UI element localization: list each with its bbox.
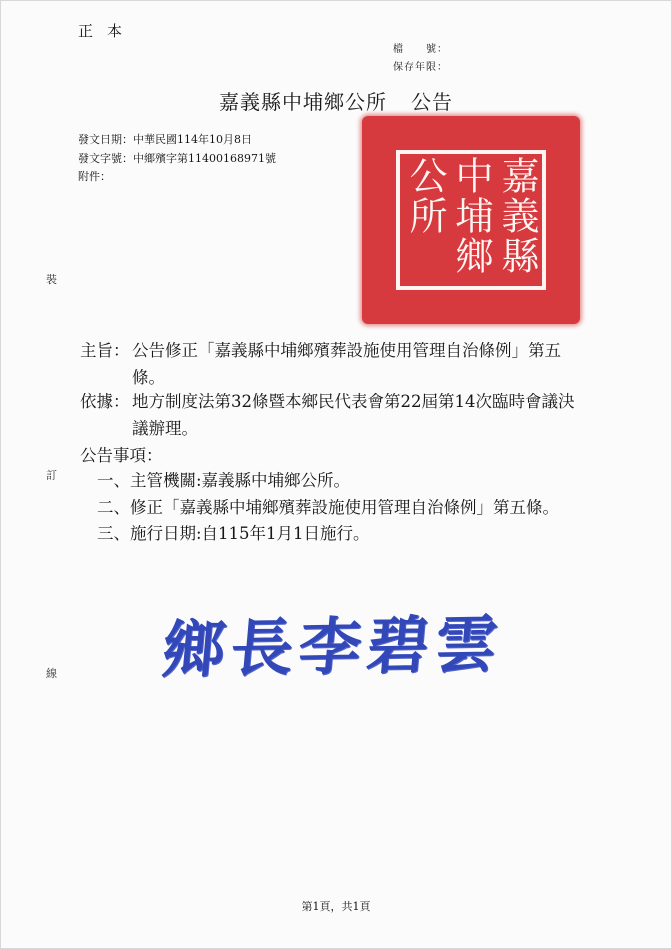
basis-line-1: [80, 390, 575, 414]
binding-mark-xian: 線: [46, 667, 57, 680]
attachment-label: 附件：: [78, 170, 111, 183]
issue-number: 發文字號：中鄉殯字第11400168971號: [78, 152, 276, 165]
basis-line-2: 議辦理。: [132, 419, 198, 438]
items-heading: 公告事項：: [80, 446, 163, 465]
announcement-item: 二、修正「嘉義縣中埔鄉殯葬設施使用管理自治條例」第五條。: [97, 498, 559, 517]
document-title: [0, 86, 672, 115]
announcement-item: 三、施行日期:自115年1月1日施行。: [97, 524, 370, 543]
file-number-label: 檔 號：: [393, 44, 448, 55]
issue-date: 發文日期：中華民國114年10月8日: [78, 133, 252, 146]
subject-label: 主旨：: [80, 341, 130, 360]
binding-mark-ding: 訂: [46, 469, 57, 482]
announcement-item: 一、主管機關:嘉義縣中埔鄉公所。: [97, 471, 351, 490]
retention-label: 保存年限：: [393, 62, 448, 73]
subject-text: 公告修正「嘉義縣中埔鄉殯葬設施使用管理自治條例」第五: [132, 341, 561, 360]
document-type: 公告: [411, 90, 453, 114]
page-number: 第1頁，共1頁: [301, 900, 371, 913]
mayor-signature-stamp: 鄉長李碧雲: [159, 607, 507, 687]
subject-line-2: 條。: [132, 368, 165, 387]
official-seal: [362, 116, 580, 324]
basis-text: 地方制度法第32條暨本鄉民代表會第22屆第14次臨時會議決: [132, 392, 575, 411]
copy-label: 正本: [78, 22, 137, 40]
agency-name: 嘉義縣中埔鄉公所: [219, 90, 387, 114]
subject-line-1: [80, 339, 561, 363]
basis-label: 依據：: [80, 392, 130, 411]
seal-text: 嘉義縣中埔鄉公所: [403, 156, 539, 276]
binding-mark-zhuang: 裝: [46, 273, 57, 286]
